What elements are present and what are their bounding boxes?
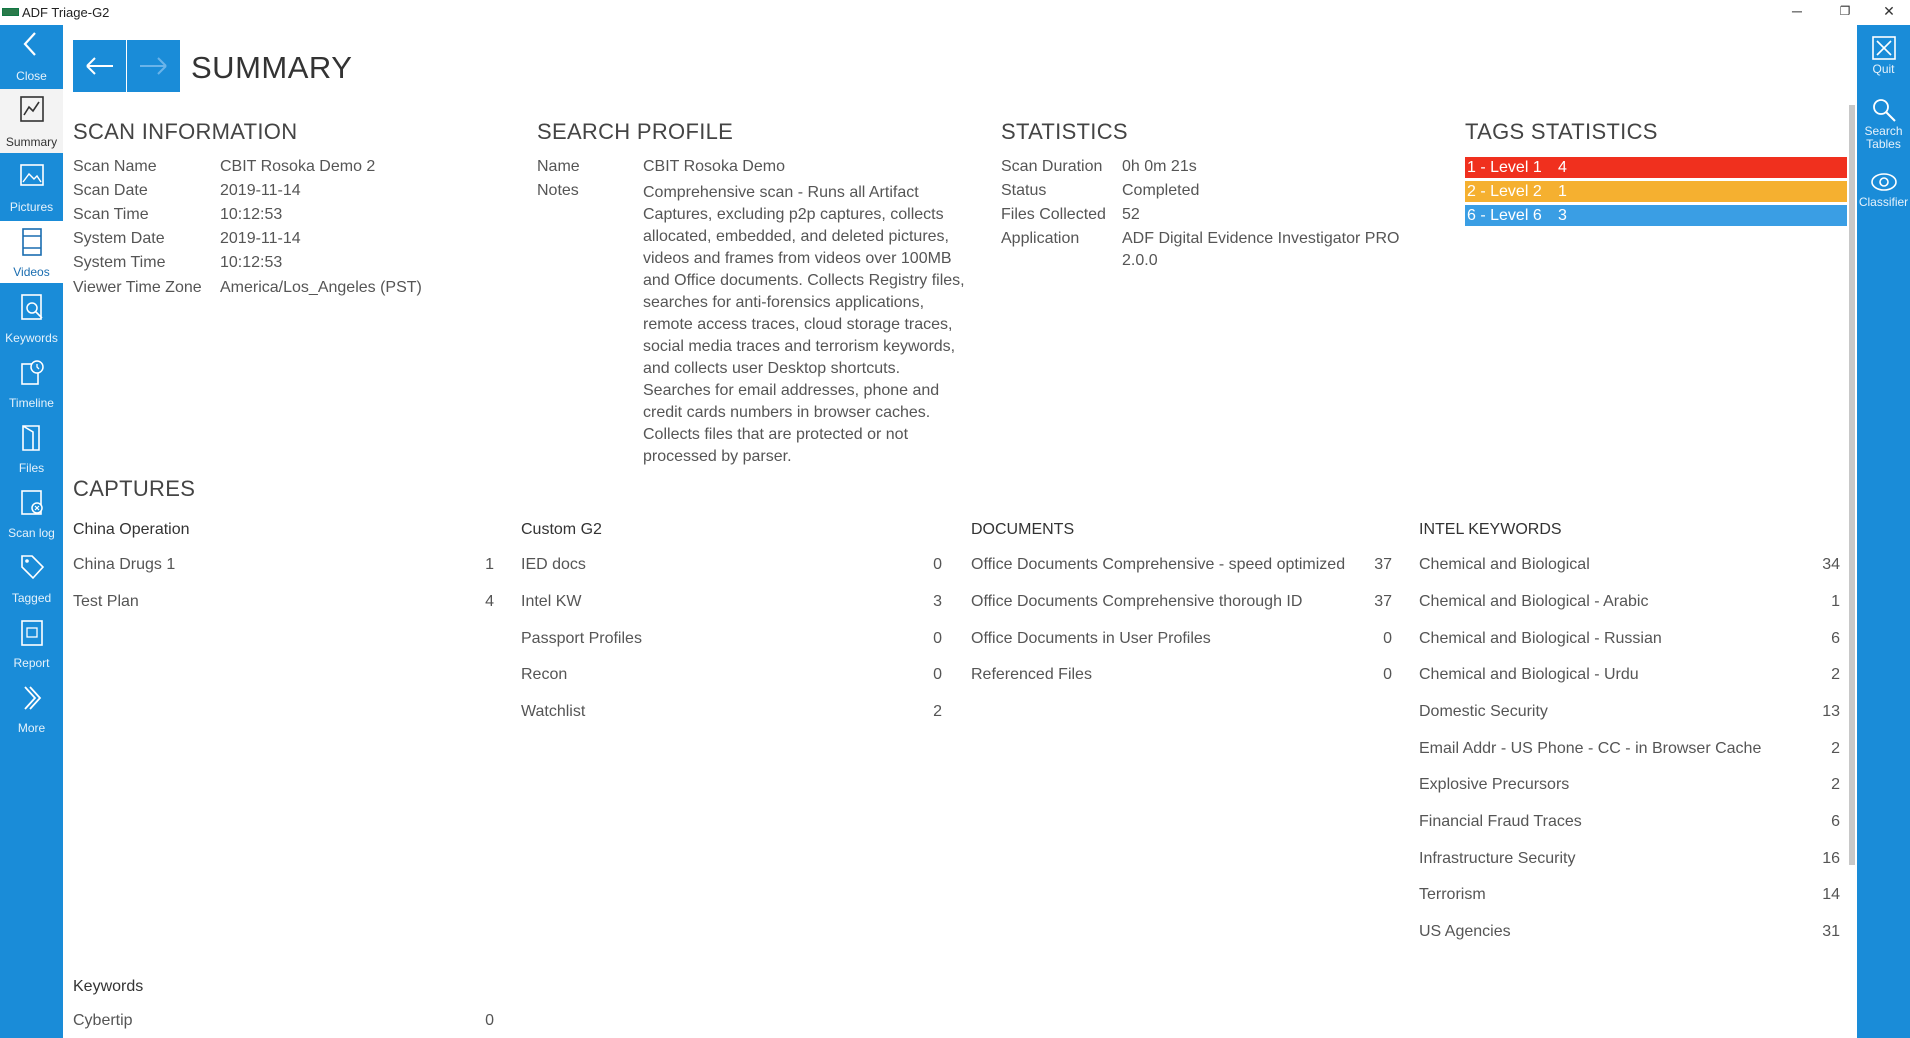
list-item[interactable]	[1419, 886, 1840, 910]
item-count: 0	[933, 666, 942, 683]
scan-duration-value: 0h 0m 21s	[1122, 158, 1197, 175]
tag-count: 3	[1558, 207, 1567, 224]
list-item[interactable]	[521, 666, 942, 690]
videos-icon	[19, 227, 45, 257]
item-name: Terrorism	[1419, 886, 1486, 903]
tag-count: 4	[1558, 159, 1567, 176]
item-count: 2	[1831, 666, 1840, 683]
scan-information-heading: SCAN INFORMATION	[73, 119, 298, 144]
sidebar-item-label: Summary	[5, 135, 58, 149]
item-name: Chemical and Biological - Urdu	[1419, 666, 1639, 683]
list-item[interactable]	[1419, 776, 1840, 800]
sidebar-item-pictures[interactable]	[0, 156, 63, 218]
scan-name-value: CBIT Rosoka Demo 2	[220, 158, 376, 175]
profile-notes-label: Notes	[537, 182, 579, 199]
arrow-left-icon	[73, 40, 126, 92]
item-count: 0	[1383, 630, 1392, 647]
capture-group-china-operation: China Operation	[73, 521, 190, 538]
sidebar-item-label: Files	[18, 461, 45, 475]
keywords-icon	[19, 293, 45, 323]
item-count: 1	[1831, 593, 1840, 610]
item-count: 0	[933, 556, 942, 573]
system-date-label: System Date	[73, 230, 165, 247]
item-name: Office Documents in User Profiles	[971, 630, 1211, 647]
sidebar-item-report[interactable]	[0, 612, 63, 674]
list-item[interactable]	[1419, 593, 1840, 617]
sidebar-item-close[interactable]	[0, 25, 63, 87]
pictures-icon	[19, 162, 45, 190]
status-value: Completed	[1122, 182, 1200, 199]
profile-name-value: CBIT Rosoka Demo	[643, 158, 785, 175]
list-item[interactable]	[73, 1012, 494, 1036]
tag-bar-level-1[interactable]	[1465, 157, 1847, 178]
sidebar-item-more[interactable]	[0, 677, 63, 739]
list-item[interactable]	[1419, 666, 1840, 690]
item-count: 34	[1822, 556, 1840, 573]
item-name: US Agencies	[1419, 923, 1511, 940]
list-item[interactable]	[1419, 630, 1840, 654]
application-label: Application	[1001, 230, 1080, 247]
title-bar	[0, 0, 1910, 25]
search-tables-button[interactable]	[1857, 91, 1910, 151]
list-item[interactable]	[1419, 813, 1840, 837]
item-count: 13	[1822, 703, 1840, 720]
search-icon	[1871, 97, 1897, 123]
tag-bar-level-2[interactable]	[1465, 181, 1847, 202]
list-item[interactable]	[971, 630, 1392, 654]
list-item[interactable]	[1419, 740, 1840, 764]
left-sidebar	[0, 25, 63, 1038]
list-item[interactable]	[1419, 556, 1840, 580]
scan-date-label: Scan Date	[73, 182, 148, 199]
sidebar-item-files[interactable]	[0, 417, 63, 479]
item-count: 1	[485, 556, 494, 573]
timeline-icon	[19, 358, 45, 388]
app-logo-icon	[2, 8, 19, 16]
item-count: 0	[1383, 666, 1392, 683]
tag-count: 1	[1558, 183, 1567, 200]
vertical-scrollbar[interactable]	[1849, 105, 1855, 865]
sidebar-item-timeline[interactable]	[0, 352, 63, 414]
files-collected-value: 52	[1122, 206, 1140, 223]
close-window-button[interactable]: ✕	[1883, 3, 1895, 19]
search-profile-heading: SEARCH PROFILE	[537, 119, 734, 144]
item-count: 0	[933, 630, 942, 647]
item-count: 3	[933, 593, 942, 610]
item-count: 37	[1374, 556, 1392, 573]
scan-time-label: Scan Time	[73, 206, 149, 223]
item-name: Office Documents Comprehensive thorough ID	[971, 593, 1303, 610]
capture-group-intel-keywords: INTEL KEYWORDS	[1419, 521, 1562, 538]
sidebar-item-label: Report	[13, 656, 50, 670]
window-title: ADF Triage-G2	[22, 5, 110, 20]
scan-name-label: Scan Name	[73, 158, 157, 175]
item-name: Domestic Security	[1419, 703, 1548, 720]
item-name: Chemical and Biological	[1419, 556, 1590, 573]
item-count: 6	[1831, 630, 1840, 647]
item-name: Cybertip	[73, 1012, 133, 1029]
viewer-time-zone-value: America/Los_Angeles (PST)	[220, 279, 422, 296]
capture-group-documents: DOCUMENTS	[971, 521, 1075, 538]
quit-icon	[1871, 35, 1897, 61]
sidebar-item-label: Scan log	[8, 526, 55, 540]
profile-name-label: Name	[537, 158, 580, 175]
item-count: 4	[485, 593, 494, 610]
status-label: Status	[1001, 182, 1047, 199]
sidebar-item-label: More	[17, 721, 46, 735]
list-item[interactable]	[521, 556, 942, 580]
chevron-left-icon	[19, 31, 43, 57]
classifier-eye-icon	[1870, 170, 1898, 194]
list-item[interactable]	[521, 593, 942, 617]
item-count: 37	[1374, 593, 1392, 610]
double-chevron-right-icon	[19, 683, 45, 713]
classifier-label: Classifier	[1858, 195, 1909, 209]
item-count: 0	[485, 1012, 494, 1029]
list-item[interactable]	[521, 630, 942, 654]
quit-label: Quit	[1872, 62, 1895, 76]
page-title: SUMMARY	[191, 50, 353, 85]
list-item[interactable]	[971, 593, 1392, 617]
capture-group-keywords: Keywords	[73, 978, 144, 995]
item-name: Referenced Files	[971, 666, 1092, 683]
system-time-label: System Time	[73, 254, 166, 271]
scan-duration-label: Scan Duration	[1001, 158, 1103, 175]
list-item[interactable]	[1419, 703, 1840, 727]
sidebar-item-label: Pictures	[9, 200, 54, 214]
item-name: Chemical and Biological - Arabic	[1419, 593, 1649, 610]
sidebar-item-label: Timeline	[9, 396, 54, 410]
sidebar-item-label: Keywords	[5, 331, 58, 345]
tag-label: 1 - Level 1	[1467, 159, 1542, 176]
tag-bar-level-6[interactable]	[1465, 205, 1847, 226]
list-item[interactable]	[73, 556, 494, 580]
item-count: 14	[1822, 886, 1840, 903]
viewer-time-zone-label: Viewer Time Zone	[73, 279, 202, 296]
profile-notes-value: Comprehensive scan - Runs all Artifact Captures, excluding p2p captures, collects allocated, embedded, and deleted pictures, videos and frames from videos over 100MB and Office documents. Collects Registry files, searches for anti-forensics applications, remote access traces, cloud storage traces, social media traces and terrorism keywords, and collects user Desktop shortcuts. Searches for email addresses, phone and credit cards numbers in browser caches. Collects files that are protected or not processed by parser.	[643, 184, 965, 465]
item-name: Office Documents Comprehensive - speed optimized	[971, 556, 1346, 573]
item-count: 16	[1822, 850, 1840, 867]
sidebar-item-keywords[interactable]	[0, 287, 63, 349]
restore-button[interactable]: ❐	[1839, 4, 1851, 18]
capture-group-custom-g2: Custom G2	[521, 521, 602, 538]
list-item[interactable]	[1419, 923, 1840, 947]
report-icon	[19, 618, 45, 648]
sidebar-item-label: Tagged	[11, 591, 52, 605]
item-count: 2	[1831, 740, 1840, 757]
quit-button[interactable]	[1857, 29, 1910, 76]
item-count: 31	[1822, 923, 1840, 940]
item-name: Recon	[521, 666, 568, 683]
sidebar-item-videos[interactable]	[0, 221, 63, 283]
captures-heading: CAPTURES	[73, 476, 196, 501]
tag-icon	[19, 553, 47, 583]
arrow-right-icon	[127, 40, 180, 92]
summary-chart-icon	[19, 95, 45, 123]
minimize-button[interactable]: ─	[1792, 3, 1802, 19]
search-tables-label: Search Tables	[1864, 124, 1903, 151]
application-value: ADF Digital Evidence Investigator PRO	[1122, 230, 1400, 247]
classifier-button[interactable]	[1857, 164, 1910, 209]
list-item[interactable]	[971, 666, 1392, 690]
files-collected-label: Files Collected	[1001, 206, 1106, 223]
scan-time-value: 10:12:53	[220, 206, 283, 223]
sidebar-item-tagged[interactable]	[0, 547, 63, 609]
back-button[interactable]	[73, 40, 126, 92]
scan-date-value: 2019-11-14	[220, 182, 301, 199]
right-sidebar	[1857, 25, 1910, 1038]
system-time-value: 10:12:53	[220, 254, 283, 271]
item-name: China Drugs 1	[73, 556, 176, 573]
item-count: 2	[1831, 776, 1840, 793]
sidebar-item-label: Close	[16, 69, 47, 83]
statistics-heading: STATISTICS	[1001, 119, 1128, 144]
item-count: 2	[933, 703, 942, 720]
tags-statistics-heading: TAGS STATISTICS	[1465, 119, 1658, 144]
item-name: Watchlist	[521, 703, 586, 720]
files-icon	[19, 423, 45, 453]
scan-log-icon	[19, 488, 47, 518]
system-date-value: 2019-11-14	[220, 230, 301, 247]
list-item[interactable]	[73, 593, 494, 617]
item-name: Explosive Precursors	[1419, 776, 1570, 793]
sidebar-item-label: Videos	[13, 265, 50, 279]
forward-button[interactable]	[127, 40, 180, 92]
item-name: IED docs	[521, 556, 586, 573]
tag-label: 2 - Level 2	[1467, 183, 1542, 200]
item-name: Email Addr - US Phone - CC - in Browser Cache	[1419, 740, 1762, 757]
item-name: Test Plan	[73, 593, 139, 610]
list-item[interactable]	[971, 556, 1392, 580]
sidebar-item-scan-log[interactable]	[0, 482, 63, 544]
list-item[interactable]	[521, 703, 942, 727]
item-name: Infrastructure Security	[1419, 850, 1576, 867]
sidebar-item-summary[interactable]	[0, 89, 63, 153]
list-item[interactable]	[1419, 850, 1840, 874]
application-version: 2.0.0	[1122, 252, 1158, 269]
item-name: Intel KW	[521, 593, 582, 610]
item-count: 6	[1831, 813, 1840, 830]
tag-label: 6 - Level 6	[1467, 207, 1542, 224]
item-name: Chemical and Biological - Russian	[1419, 630, 1662, 647]
item-name: Passport Profiles	[521, 630, 642, 647]
item-name: Financial Fraud Traces	[1419, 813, 1582, 830]
